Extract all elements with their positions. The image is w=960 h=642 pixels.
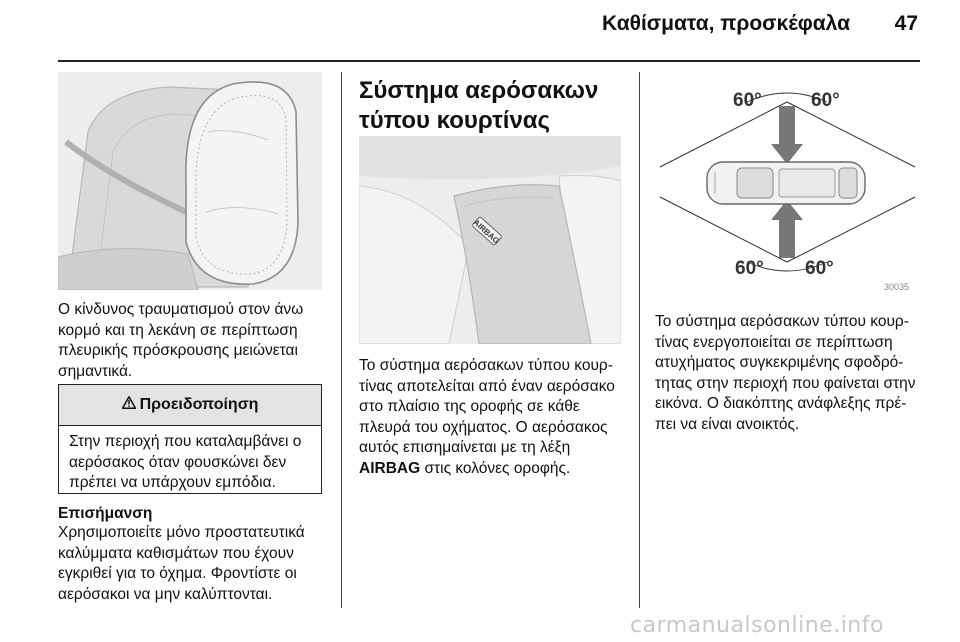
column-divider-left	[341, 72, 342, 608]
curtain-airbag-activation-paragraph: Το σύστημα αερόσακων τύπου κουρ-τίνας ενεργοποιείται σε περίπτωση ατυχήματος συγκεκριμένης σφοδρό-τητας στην περιοχή που φαίνεται στην εικόνα. Ο διακόπτης ανάφλεξης πρέ-πει να είναι ανοικτός.	[655, 313, 916, 433]
seat-side-airbag-figure	[58, 72, 322, 290]
note-title: Επισήμανση	[58, 505, 153, 522]
warning-title: Προειδοποίηση	[139, 396, 259, 413]
angle-bottom-left-label: 60°	[735, 258, 764, 279]
page-number: 47	[894, 12, 918, 35]
car-top-view-icon	[707, 162, 865, 204]
airbag-badge-label: AIRBAG	[471, 217, 502, 246]
angle-top-right-label: 60°	[811, 90, 840, 111]
curtain-airbag-text-2: στις κολόνες οροφής.	[420, 459, 571, 477]
note-text: Χρησιμοποιείτε μόνο προστατευτικά καλύμματα καθισμάτων που έχουν εγκριθεί για το όχημα. Φροντίστε οι αερόσακοι να μην καλύπτονται.	[58, 524, 305, 603]
side-airbag-paragraph: Ο κίνδυνος τραυματισμού στον άνω κορμό και τη λεκάνη σε περίπτωση πλευρικής πρόσκρουσης μειώνεται σημαντικά.	[58, 301, 304, 380]
warning-box	[58, 384, 322, 494]
angle-top-left-label: 60°	[733, 90, 762, 111]
warning-text: Στην περιοχή που καταλαμβάνει ο αερόσακος όταν φουσκώνει δεν πρέπει να υπάρχουν εμπόδια.	[69, 433, 302, 491]
figure-code: 30035	[884, 282, 910, 292]
curtain-airbag-pillar-figure	[359, 136, 621, 344]
curtain-airbag-text-1: Το σύστημα αερόσακων τύπου κουρ-τίνας αποτελείται από έναν αερόσακο στο πλαίσιο της οροφής σε κάθε πλευρά του οχήματος. Ο αερόσακος αυτός επισημαίνεται με τη λέξη	[359, 357, 615, 456]
warning-header	[59, 385, 321, 426]
section-title: Σύστημα αερόσακων τύπου κουρτίνας	[359, 77, 599, 134]
angle-bottom-right-label: 60°	[805, 258, 834, 279]
watermark: carmanualsonline.info	[630, 613, 884, 638]
page-header-title: Καθίσματα, προσκέφαλα	[602, 12, 850, 35]
curtain-airbag-coverage-figure	[655, 72, 920, 300]
column-divider-right	[639, 72, 640, 608]
header-divider	[58, 60, 920, 62]
warning-triangle-icon	[122, 396, 136, 414]
curtain-airbag-paragraph	[359, 356, 631, 479]
airbag-keyword: AIRBAG	[359, 459, 421, 477]
